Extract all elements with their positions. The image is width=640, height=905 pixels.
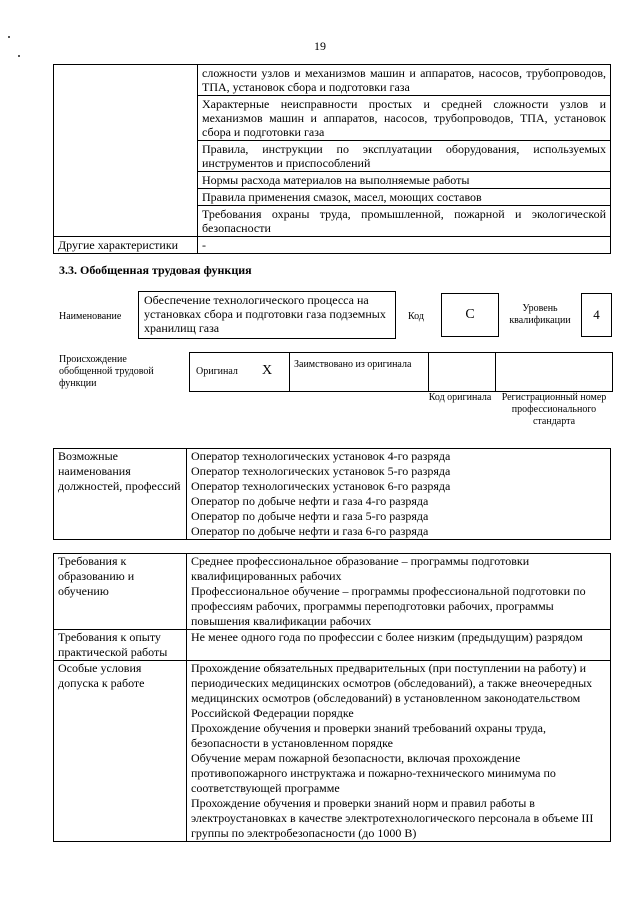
- table-row: [54, 237, 611, 254]
- knowledge-table: [53, 64, 611, 254]
- name-label: Наименование: [59, 311, 122, 322]
- table-cell: Нормы расхода материалов на выполняемые работы: [198, 172, 611, 189]
- table-row: [54, 630, 611, 661]
- table-row: [54, 449, 611, 540]
- table-row: [54, 661, 611, 842]
- list-item: Прохождение обязательных предварительных (при поступлении на работу) и периодических медицинских осмотров (обследований), а также внеочередных медицинских осмотров (обследований) в установленном законодательством Российской Федерации порядке: [191, 661, 593, 720]
- experience-label: Требования к опыту практической работы: [54, 630, 187, 661]
- positions-list: [187, 449, 611, 540]
- list-item: Среднее профессиональное образование – программы подготовки квалифицированных рабочих: [191, 554, 530, 583]
- origin-label: Происхождение обобщенной трудовой функции: [59, 354, 154, 389]
- list-item: Обучение мерам пожарной безопасности, включая прохождение противопожарного инструктажа и пожарно-технического минимума по соответствующей программе: [191, 751, 556, 795]
- table-cell-empty: [54, 65, 198, 237]
- level-label: Уровень квалификации: [509, 303, 571, 326]
- list-item: Прохождение обучения и проверки знаний требований охраны труда, безопасности в установленном порядке: [191, 721, 546, 750]
- requirements-table: [53, 553, 611, 842]
- origin-divider: [495, 353, 496, 391]
- origin-divider: [289, 353, 290, 391]
- level-value-box: 4: [581, 293, 612, 337]
- borrowed-label: Заимствовано из оригинала: [294, 359, 412, 370]
- table-cell: сложности узлов и механизмов машин и аппаратов, насосов, трубопроводов, ТПА, установок сбора и подготовки газа: [198, 65, 611, 96]
- education-label: Требования к образованию и обучению: [54, 554, 187, 630]
- table-cell: Характерные неисправности простых и средней сложности узлов и механизмов машин и аппаратов, насосов, трубопроводов, ТПА, установок сбора и подготовки газа: [198, 96, 611, 141]
- list-item: Оператор по добыче нефти и газа 4-го разряда: [191, 494, 429, 508]
- original-label: Оригинал: [196, 366, 238, 377]
- name-value-box: Обеспечение технологического процесса на установках сбора и подготовки газа подземных хранилищ газа: [138, 291, 396, 339]
- table-row: [54, 65, 611, 96]
- education-cell: [187, 554, 611, 630]
- table-cell: Правила, инструкции по эксплуатации оборудования, используемых инструментов и приспособлений: [198, 141, 611, 172]
- section-title: 3.3. Обобщенная трудовая функция: [59, 263, 252, 277]
- code-original-caption: Код оригинала: [428, 392, 492, 403]
- list-item: Оператор технологических установок 4-го разряда: [191, 449, 451, 463]
- code-value-box: C: [441, 293, 499, 337]
- list-item: Оператор технологических установок 5-го разряда: [191, 464, 451, 478]
- list-item: Прохождение обучения и проверки знаний норм и правил работы в электроустановках в качестве электротехнологического персонала в объеме III группы по электробезопасности (до 1000 В): [191, 796, 594, 840]
- scan-speck: [8, 36, 10, 38]
- table-cell: Требования охраны труда, промышленной, пожарной и экологической безопасности: [198, 206, 611, 237]
- original-mark: X: [262, 363, 273, 378]
- scan-speck: [18, 55, 20, 57]
- experience-cell: Не менее одного года по профессии с более низким (предыдущим) разрядом: [187, 630, 611, 661]
- page-number: 19: [314, 39, 326, 53]
- origin-divider: [428, 353, 429, 391]
- positions-label: Возможные наименования должностей, профессий: [54, 449, 187, 540]
- list-item: Оператор технологических установок 6-го разряда: [191, 479, 451, 493]
- table-row: [54, 554, 611, 630]
- conditions-label: Особые условия допуска к работе: [54, 661, 187, 842]
- table-cell: Правила применения смазок, масел, моющих составов: [198, 189, 611, 206]
- code-label: Код: [408, 311, 424, 322]
- origin-box: [189, 352, 613, 392]
- list-item: Профессиональное обучение – программы профессиональной подготовки по профессиям рабочих, программы переподготовки рабочих, программы повышения квалификации рабочих: [191, 584, 586, 628]
- positions-table: [53, 448, 611, 540]
- list-item: Оператор по добыче нефти и газа 6-го разряда: [191, 524, 429, 538]
- table-row-label: Другие характеристики: [54, 237, 198, 254]
- registration-number-caption: Регистрационный номер профессионального стандарта: [501, 392, 607, 427]
- list-item: Оператор по добыче нефти и газа 5-го разряда: [191, 509, 429, 523]
- table-cell: -: [198, 237, 611, 254]
- conditions-cell: [187, 661, 611, 842]
